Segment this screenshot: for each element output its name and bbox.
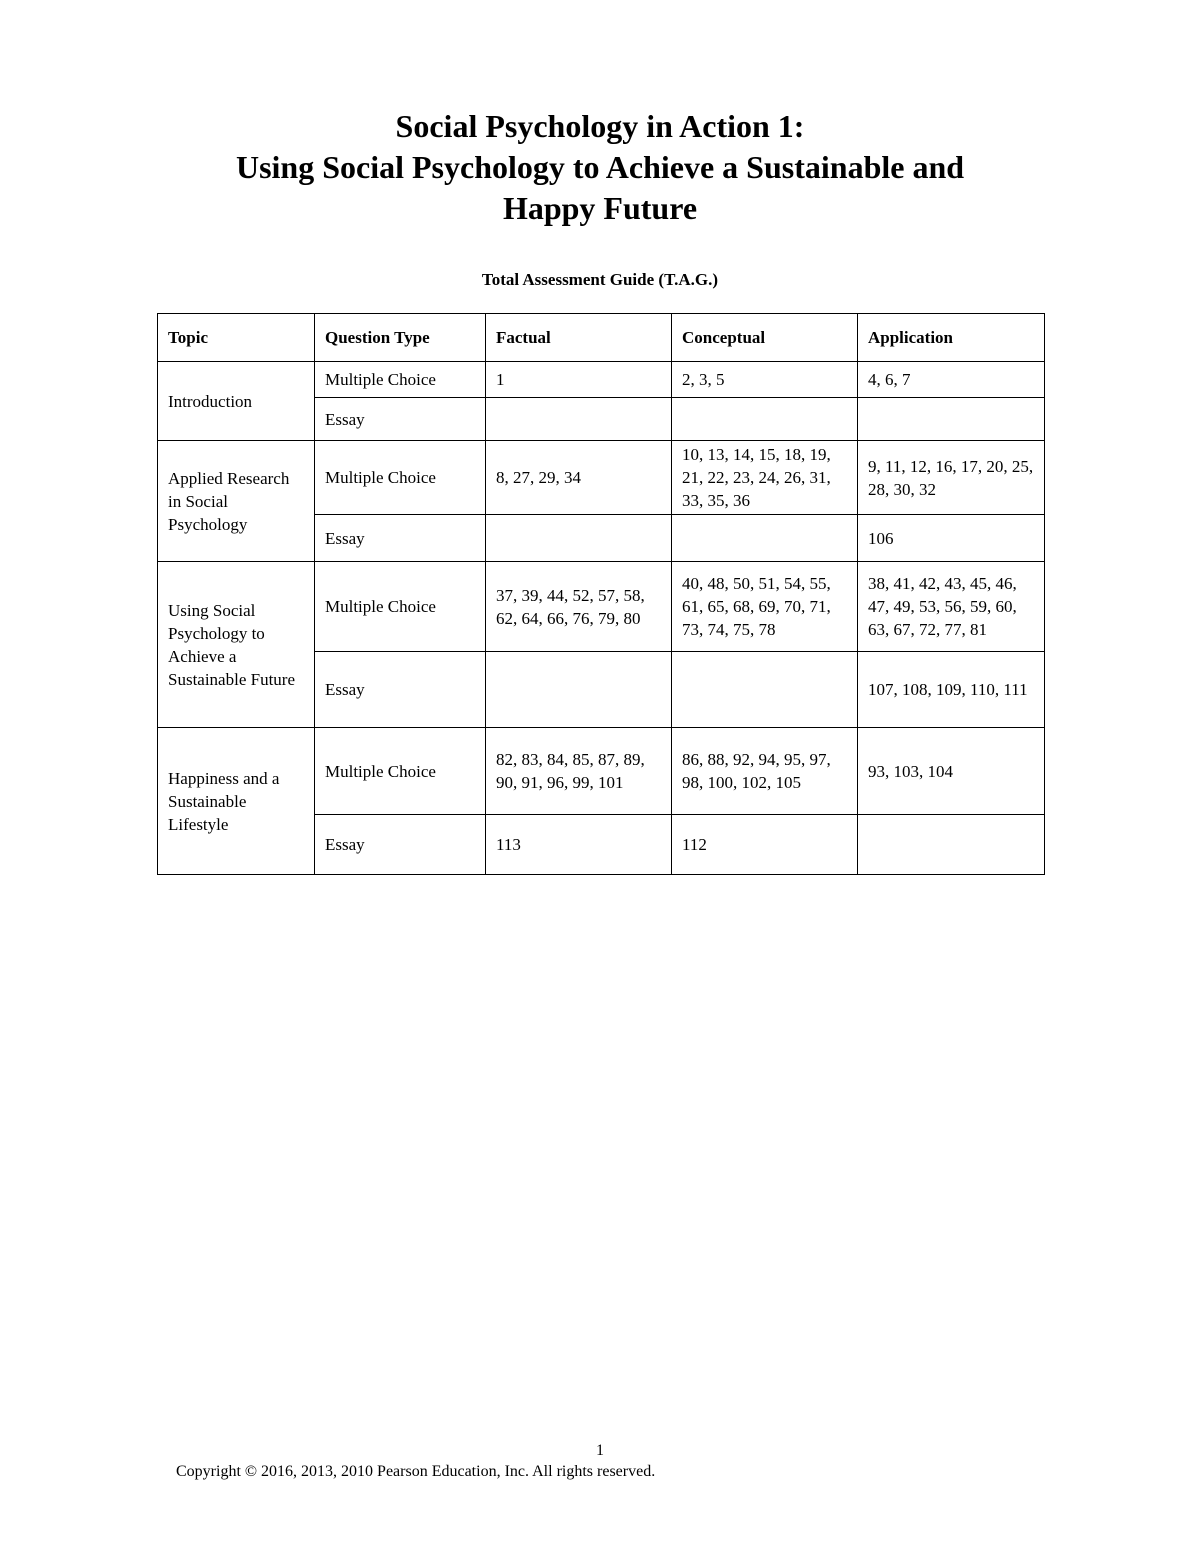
topic-cell: Happiness and a Sustainable Lifestyle: [158, 728, 315, 875]
title-line-2: Using Social Psychology to Achieve a Sustainable and: [235, 149, 965, 185]
conceptual-cell: [672, 398, 858, 441]
topic-cell: Applied Research in Social Psychology: [158, 441, 315, 562]
question-type-cell: Multiple Choice: [315, 562, 486, 652]
title-line-3: Happy Future: [502, 190, 698, 226]
table-row: [158, 441, 1045, 515]
header-topic: Topic: [158, 314, 315, 362]
topic-cell: Introduction: [158, 362, 315, 441]
question-type-cell: Essay: [315, 652, 486, 728]
conceptual-cell: [672, 515, 858, 562]
conceptual-cell: [672, 652, 858, 728]
factual-cell: 82, 83, 84, 85, 87, 89, 90, 91, 96, 99, 101: [486, 728, 672, 815]
document-title: [0, 106, 1200, 229]
factual-cell: 37, 39, 44, 52, 57, 58, 62, 64, 66, 76, 79, 80: [486, 562, 672, 652]
factual-cell: 8, 27, 29, 34: [486, 441, 672, 515]
conceptual-cell: 86, 88, 92, 94, 95, 97, 98, 100, 102, 105: [672, 728, 858, 815]
application-cell: [858, 815, 1045, 875]
document-subtitle: Total Assessment Guide (T.A.G.): [481, 270, 719, 289]
page-number: 1: [596, 1442, 604, 1459]
conceptual-cell: 10, 13, 14, 15, 18, 19, 21, 22, 23, 24, 26, 31, 33, 35, 36: [672, 441, 858, 515]
header-factual: Factual: [486, 314, 672, 362]
factual-cell: [486, 515, 672, 562]
question-type-cell: Essay: [315, 398, 486, 441]
header-question-type: Question Type: [315, 314, 486, 362]
question-type-cell: Essay: [315, 815, 486, 875]
topic-cell: Using Social Psychology to Achieve a Sustainable Future: [158, 562, 315, 728]
application-cell: 38, 41, 42, 43, 45, 46, 47, 49, 53, 56, 59, 60, 63, 67, 72, 77, 81: [858, 562, 1045, 652]
header-conceptual: Conceptual: [672, 314, 858, 362]
table-header-row: [158, 314, 1045, 362]
question-type-cell: Multiple Choice: [315, 441, 486, 515]
header-application: Application: [858, 314, 1045, 362]
conceptual-cell: 2, 3, 5: [672, 362, 858, 398]
application-cell: [858, 398, 1045, 441]
factual-cell: 113: [486, 815, 672, 875]
factual-cell: 1: [486, 362, 672, 398]
conceptual-cell: 112: [672, 815, 858, 875]
table-row: [158, 562, 1045, 652]
assessment-guide-table: [157, 313, 1045, 875]
table-row: [158, 362, 1045, 398]
question-type-cell: Essay: [315, 515, 486, 562]
title-line-1: Social Psychology in Action 1:: [395, 108, 805, 144]
table-row: [158, 728, 1045, 815]
question-type-cell: Multiple Choice: [315, 362, 486, 398]
application-cell: 9, 11, 12, 16, 17, 20, 25, 28, 30, 32: [858, 441, 1045, 515]
question-type-cell: Multiple Choice: [315, 728, 486, 815]
factual-cell: [486, 398, 672, 441]
conceptual-cell: 40, 48, 50, 51, 54, 55, 61, 65, 68, 69, 70, 71, 73, 74, 75, 78: [672, 562, 858, 652]
application-cell: 106: [858, 515, 1045, 562]
application-cell: 4, 6, 7: [858, 362, 1045, 398]
application-cell: 107, 108, 109, 110, 111: [858, 652, 1045, 728]
copyright-notice: Copyright © 2016, 2013, 2010 Pearson Education, Inc. All rights reserved.: [176, 1463, 656, 1480]
application-cell: 93, 103, 104: [858, 728, 1045, 815]
factual-cell: [486, 652, 672, 728]
